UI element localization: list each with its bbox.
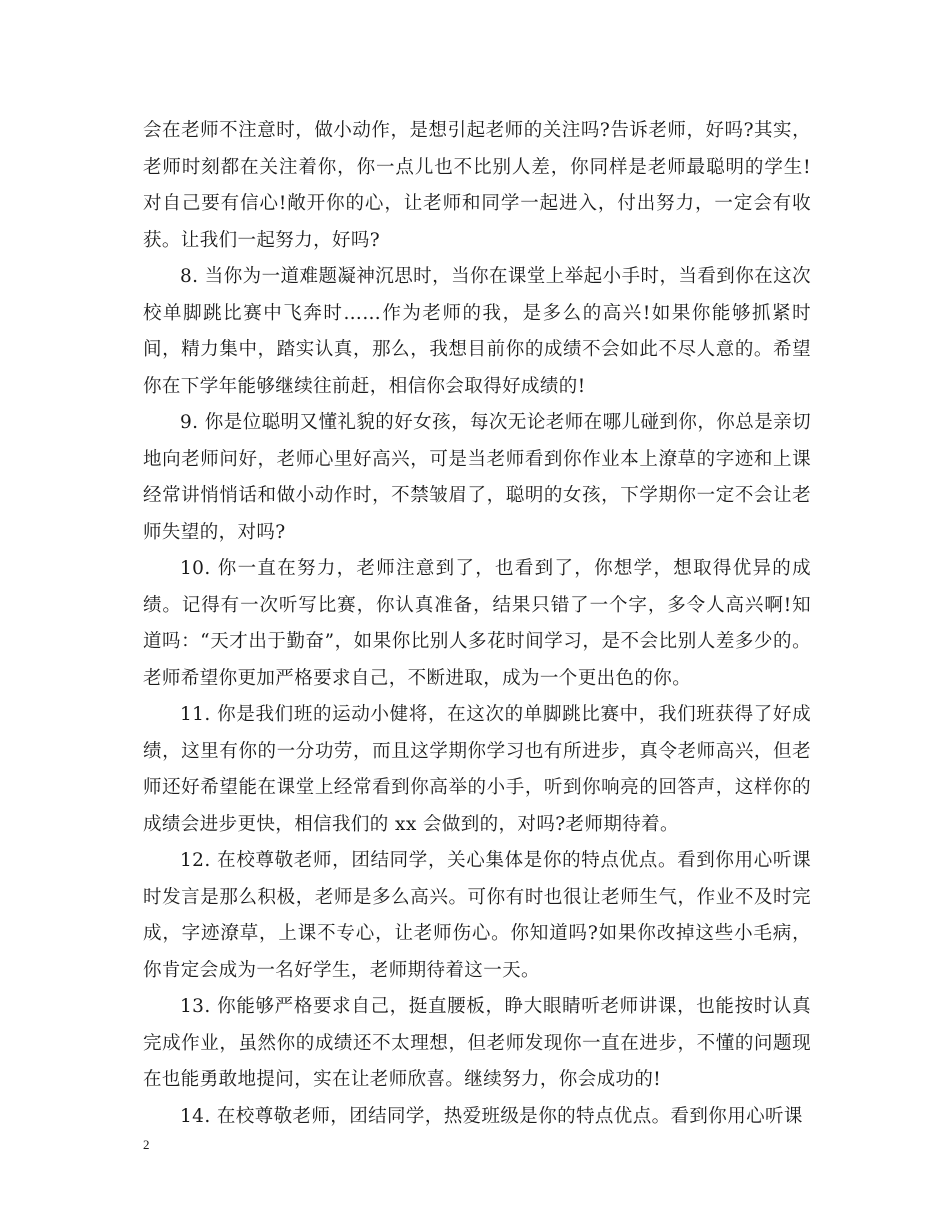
paragraph-item-8: 8. 当你为一道难题凝神沉思时，当你在课堂上举起小手时，当看到你在这次校单脚跳比赛中飞奔时……作为老师的我，是多么的高兴!如果你能够抓紧时间，精力集中，踏实认真，那么，我想目前你的成绩不会如此不尽人意的。希望你在下学年能够继续往前赶，相信你会取得好成绩的! [143,266,811,397]
paragraph-item-12: 12. 在校尊敬老师，团结同学，关心集体是你的特点优点。看到你用心听课时发言是那么积极，老师是多么高兴。可你有时也很让老师生气，作业不及时完成，字迹潦草，上课不专心，让老师伤心。你知道吗?如果你改掉这些小毛病，你肯定会成为一名好学生，老师期待着这一天。 [143,850,811,981]
paragraph-continued: 会在老师不注意时，做小动作，是想引起老师的关注吗?告诉老师，好吗?其实，老师时刻都在关注着你，你一点儿也不比别人差，你同样是老师最聪明的学生!对自己要有信心!敞开你的心，让老师和同学一起进入，付出努力，一定会有收获。让我们一起努力，好吗? [143,120,811,251]
paragraph-item-14: 14. 在校尊敬老师，团结同学，热爱班级是你的特点优点。看到你用心听课 [180,1105,803,1127]
paragraph-item-13: 13. 你能够严格要求自己，挺直腰板，睁大眼睛听老师讲课，也能按时认真完成作业，虽然你的成绩还不太理想，但老师发现你一直在进步，不懂的问题现在也能勇敢地提问，实在让老师欣喜。继续努力，你会成功的! [143,996,811,1090]
document-body [143,113,811,1135]
paragraph-item-11: 11. 你是我们班的运动小健将，在这次的单脚跳比赛中，我们班获得了好成绩，这里有你的一分功劳，而且这学期你学习也有所进步，真令老师高兴，但老师还好希望能在课堂上经常看到你高举的小手，听到你响亮的回答声，这样你的成绩会进步更快，相信我们的 xx 会做到的，对吗?老师期待着。 [143,704,811,835]
page-number: 2 [143,1137,150,1152]
paragraph-item-10: 10. 你一直在努力，老师注意到了，也看到了，你想学，想取得优异的成绩。记得有一次听写比赛，你认真准备，结果只错了一个字，多令人高兴啊!知道吗：“天才出于勤奋”，如果你比别人多花时间学习，是不会比别人差多少的。老师希望你更加严格要求自己，不断进取，成为一个更出色的你。 [143,558,811,689]
paragraph-item-9: 9. 你是位聪明又懂礼貌的好女孩，每次无论老师在哪儿碰到你，你总是亲切地向老师问好，老师心里好高兴，可是当老师看到你作业本上潦草的字迹和上课经常讲悄悄话和做小动作时，不禁皱眉了，聪明的女孩，下学期你一定不会让老师失望的，对吗? [143,412,811,543]
